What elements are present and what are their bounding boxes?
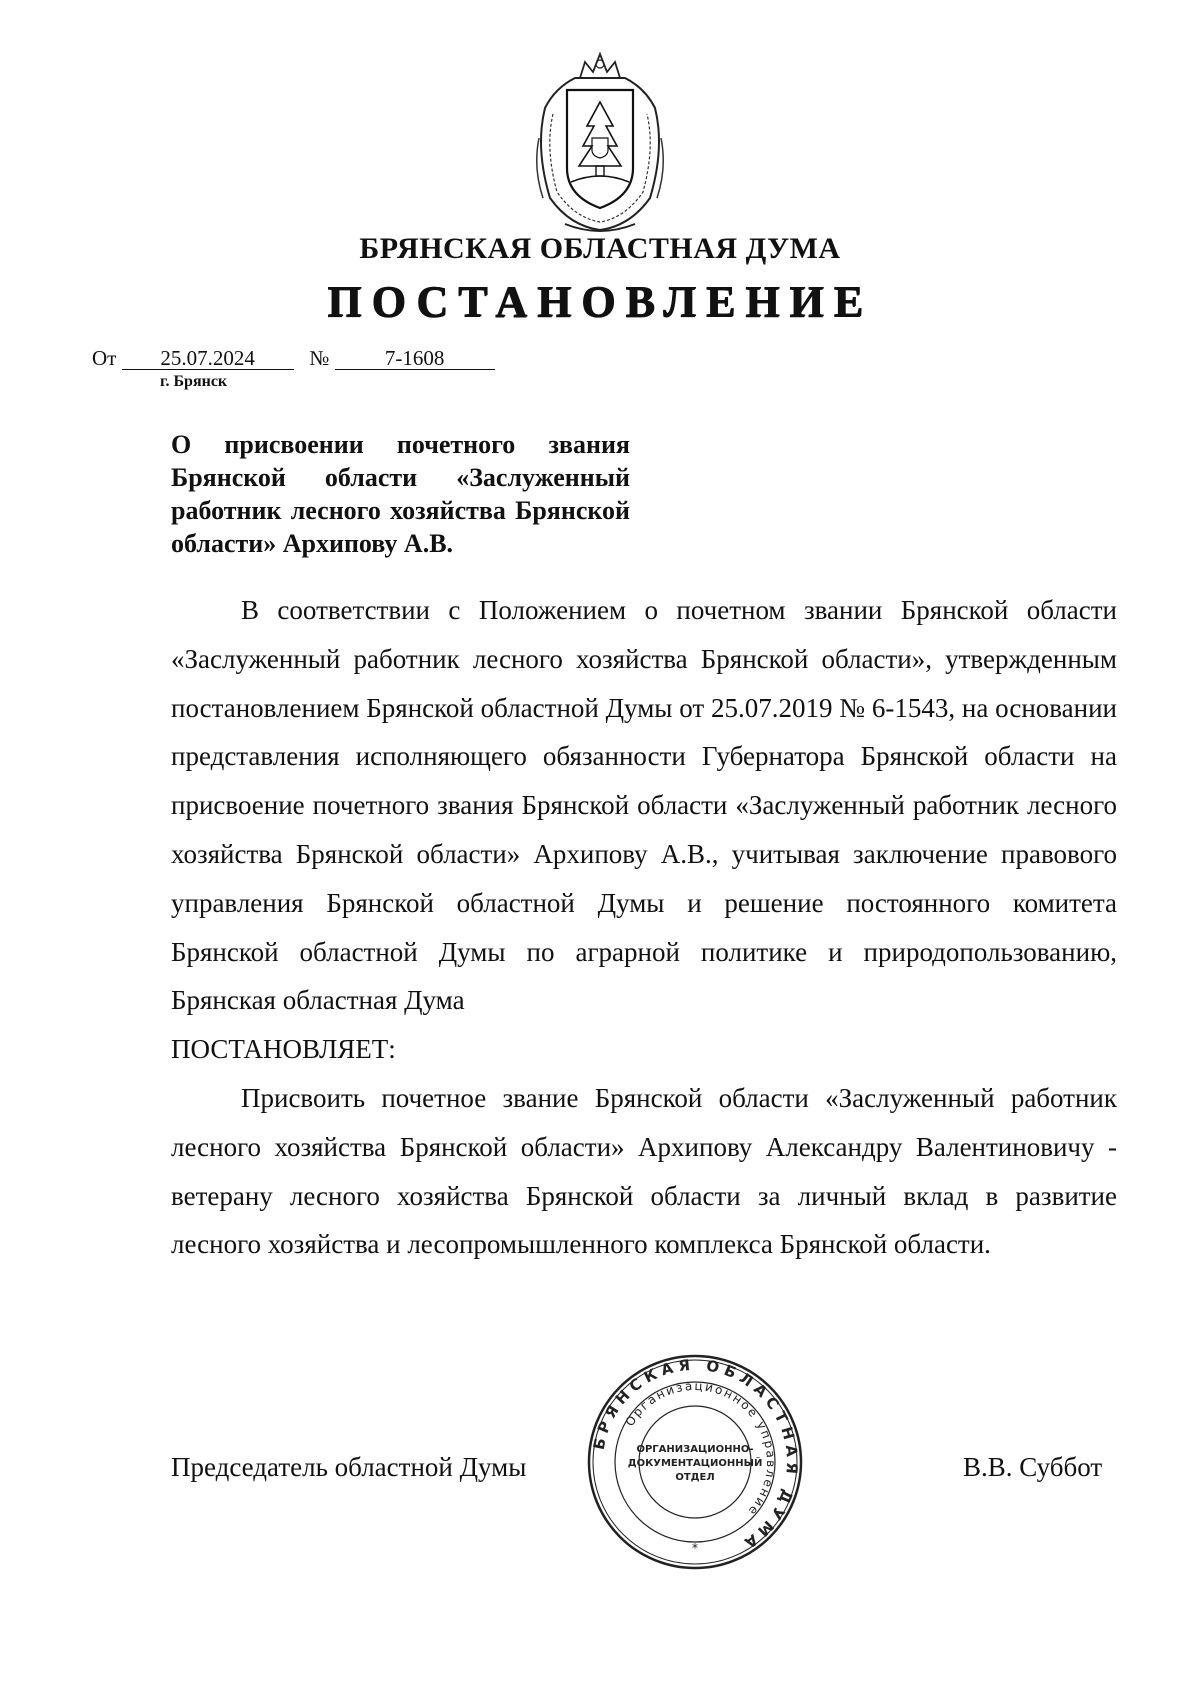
organization-name: БРЯНСКАЯ ОБЛАСТНАЯ ДУМА [359, 232, 841, 265]
document-meta [92, 346, 495, 371]
body-paragraph-2: Присвоить почетное звание Брянской области «Заслуженный работник лесного хозяйства Брянской области» Архипову Александру Валентиновичу - ветерану лесного хозяйства Брянской области за личный вклад в развитие лесного хозяйства и лесопромышленного комплекса Брянской области. [171, 1082, 1117, 1260]
city: г. Брянск [160, 373, 228, 390]
stamp-center-line-3: ОТДЕЛ [675, 1472, 715, 1483]
date-prefix: От [92, 346, 117, 370]
document-number: 7-1608 [335, 347, 495, 370]
signatory-name: В.В. Суббот [963, 1452, 1103, 1482]
document-type: ПОСТАНОВЛЕНИЕ [327, 277, 873, 326]
official-stamp [585, 1352, 805, 1572]
coat-of-arms-icon [525, 48, 675, 238]
number-prefix: № [309, 346, 330, 370]
resolves-heading: ПОСТАНОВЛЯЕТ: [171, 1034, 396, 1065]
stamp-center-line-2: ДОКУМЕНТАЦИОННЫЙ [627, 1458, 763, 1469]
document-date: 25.07.2024 [122, 347, 294, 370]
signatory-title: Председатель областной Думы [171, 1452, 527, 1482]
document-body [171, 586, 1117, 1269]
body-paragraph-1: В соответствии с Положением о почетном звании Брянской области «Заслуженный работник лесного хозяйства Брянской области», утвержденным постановлением Брянской областной Думы от 25.07.2019 № 6-1543, на основании представления исполняющего обязанности Губернатора Брянской области на присвоение почетного звания Брянской области «Заслуженный работник лесного хозяйства Брянской области» Архипову А.В., учитывая заключение правового управления Брянской областной Думы и решение постоянного комитета Брянской областной Думы по аграрной политике и природопользованию, Брянская областная Дума [171, 595, 1117, 1016]
stamp-inner-text: Организационное управление [622, 1378, 779, 1520]
stamp-center-line-1: ОРГАНИЗАЦИОННО- [636, 1444, 754, 1455]
stamp-star-icon: * [692, 1541, 698, 1555]
document-subject: О присвоении почетного звания Брянской области «Заслуженный работник лесного хозяйства Брянской области» Архипову А.В. [171, 430, 630, 558]
stamp-outer-text: БРЯНСКАЯ ОБЛАСТНАЯ ДУМА [589, 1355, 802, 1555]
